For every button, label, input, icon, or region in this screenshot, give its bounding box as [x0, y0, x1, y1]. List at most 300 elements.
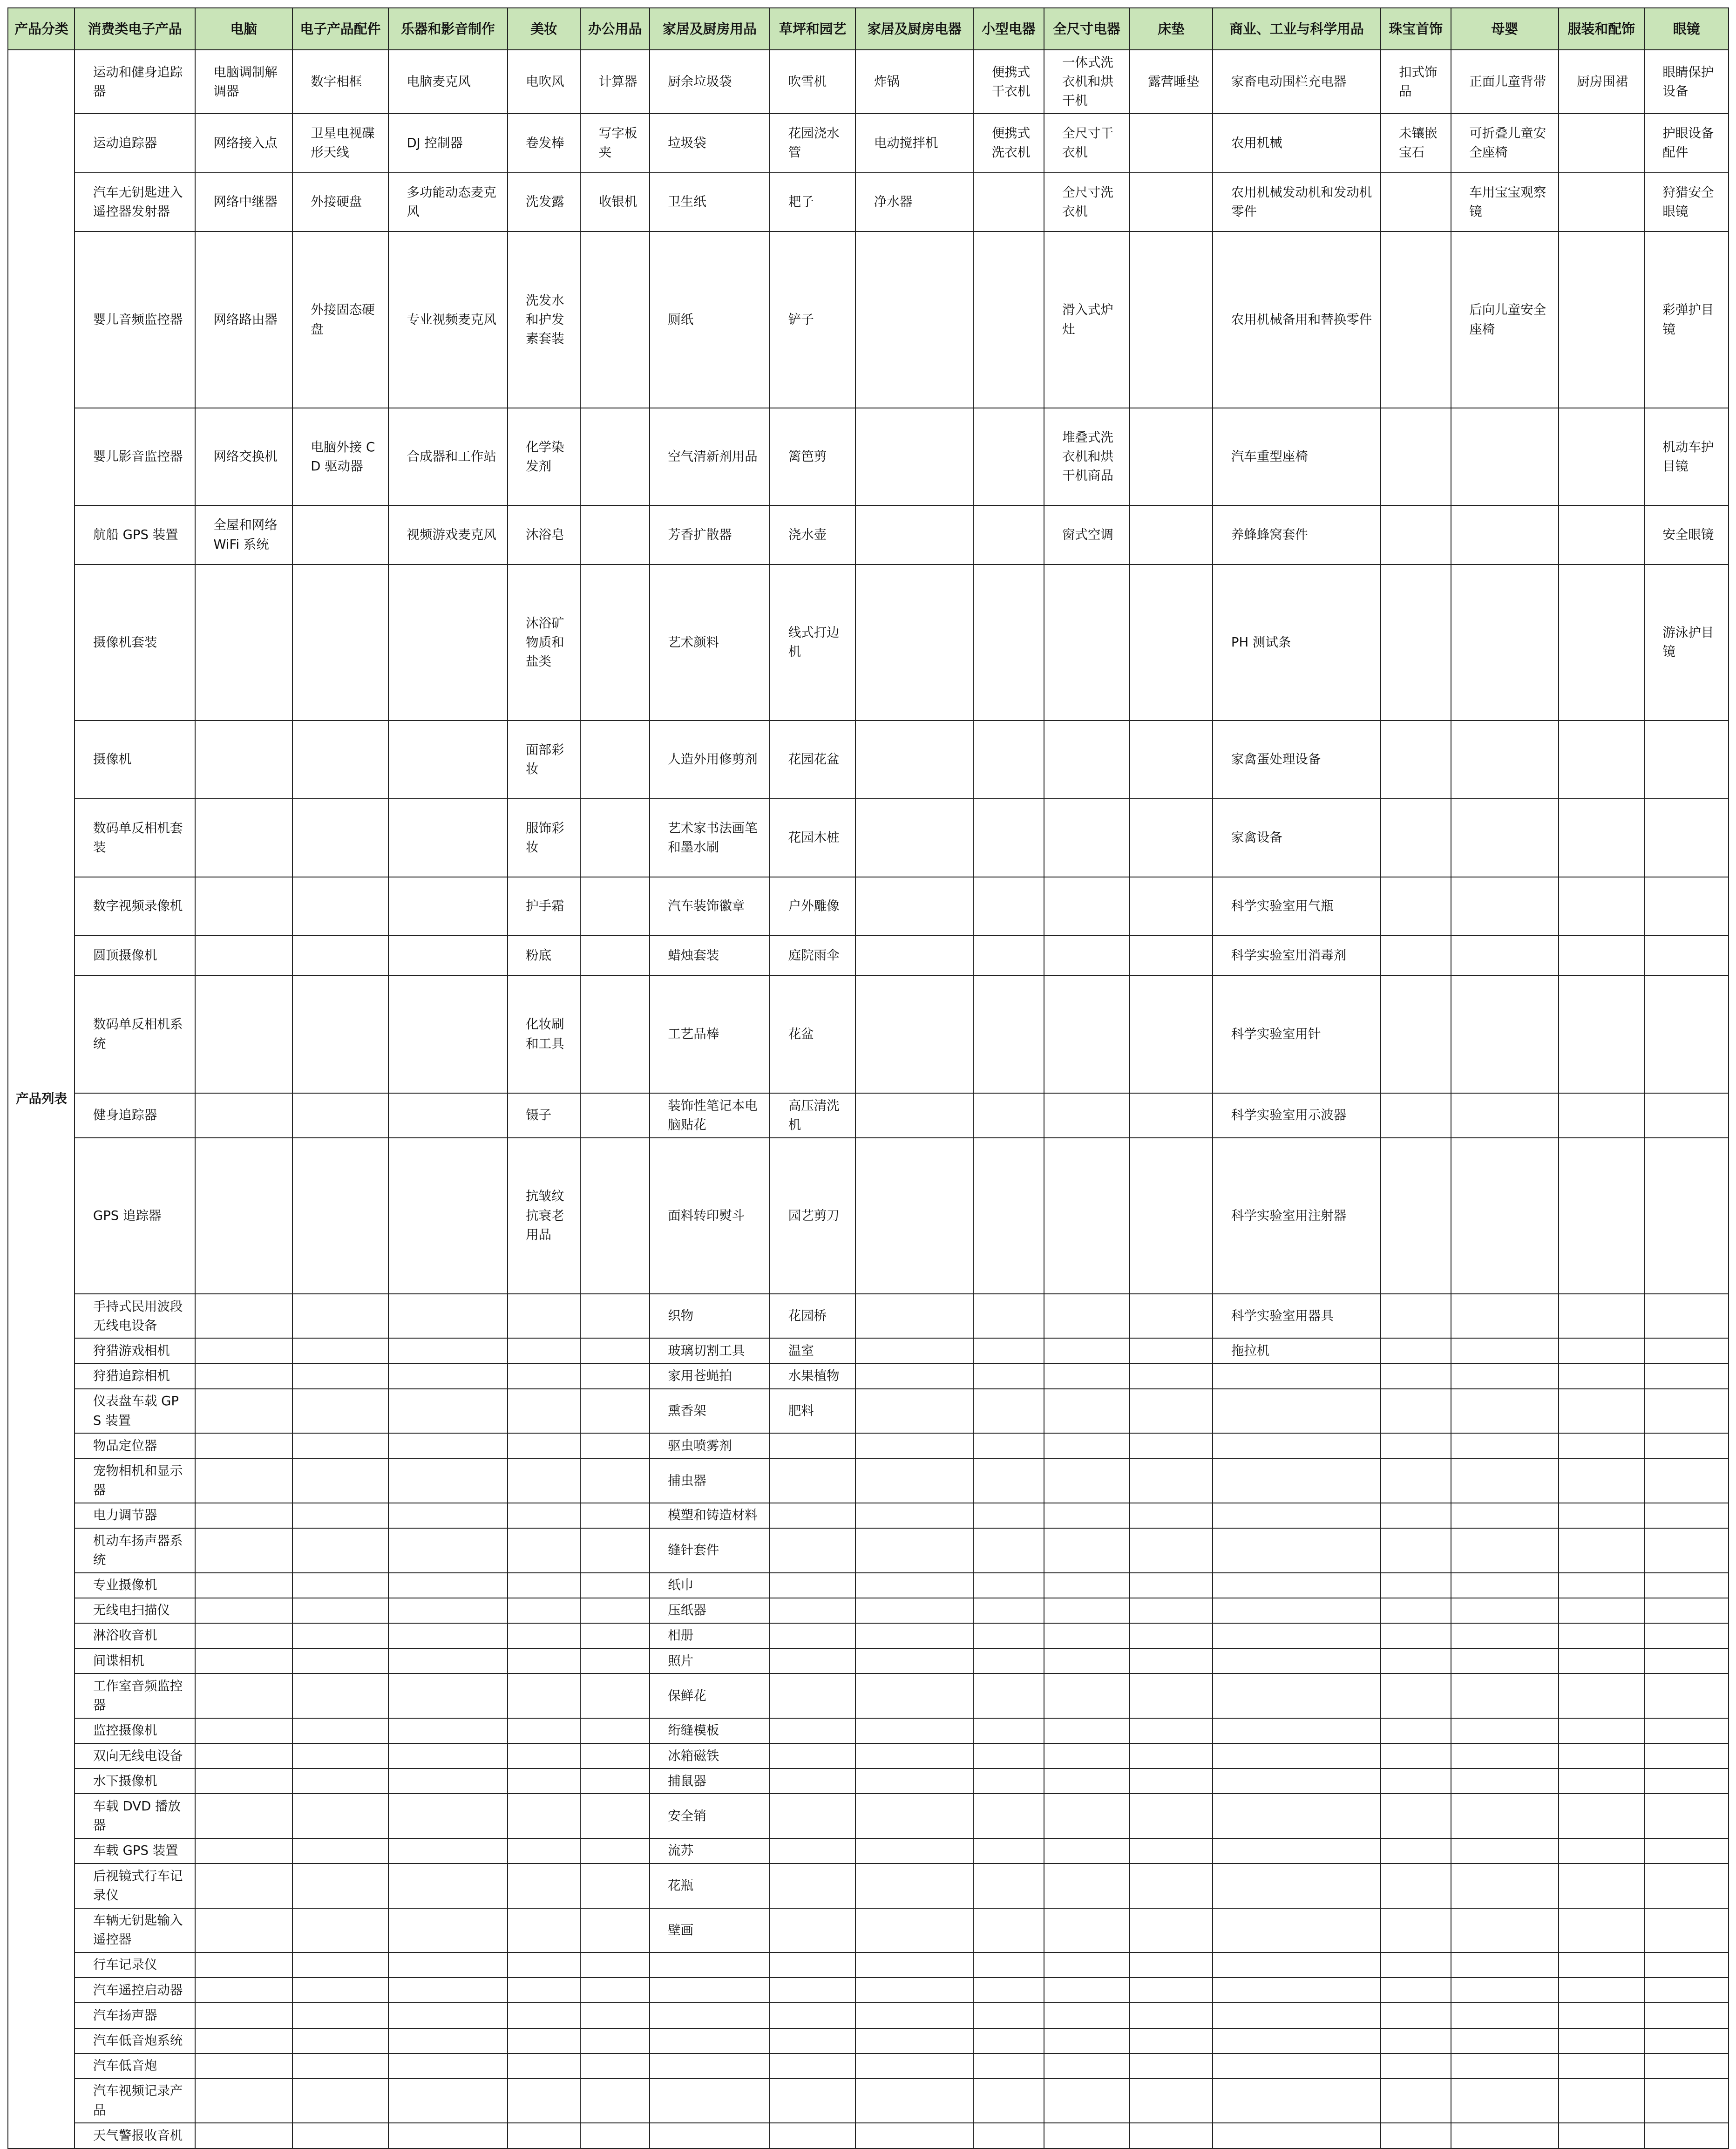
table-cell [855, 1093, 973, 1137]
table-cell [1381, 2028, 1451, 2054]
table-cell: 行车记录仪 [75, 1952, 195, 1978]
table-cell [855, 877, 973, 936]
table-cell: 芳香扩散器 [650, 505, 770, 564]
table-cell: 数字视频录像机 [75, 877, 195, 936]
table-cell [855, 721, 973, 799]
table-cell [1559, 2028, 1644, 2054]
table-cell: 露营睡垫 [1130, 50, 1213, 114]
table-cell: 沐浴皂 [508, 505, 581, 564]
table-cell [292, 564, 388, 721]
table-row [8, 1433, 1729, 1458]
column-header: 全尺寸电器 [1044, 8, 1130, 50]
table-cell: 家用苍蝇拍 [650, 1364, 770, 1389]
table-row [8, 231, 1729, 408]
table-cell [1559, 1138, 1644, 1294]
table-cell: 科学实验室用气瓶 [1213, 877, 1380, 936]
table-cell [1381, 1623, 1451, 1648]
table-cell: 双向无线电设备 [75, 1743, 195, 1768]
table-cell [1213, 1528, 1380, 1572]
table-cell [1559, 1863, 1644, 1908]
table-cell: 婴儿音频监控器 [75, 231, 195, 408]
table-row [8, 1673, 1729, 1718]
table-cell [1130, 1743, 1213, 1768]
table-cell [1044, 1503, 1130, 1528]
table-cell [1644, 877, 1729, 936]
table-cell [1044, 1768, 1130, 1794]
table-cell [1044, 1908, 1130, 1952]
table-cell: 正面儿童背带 [1451, 50, 1559, 114]
table-cell [292, 505, 388, 564]
table-cell [388, 2054, 508, 2079]
table-cell [1451, 1863, 1559, 1908]
table-cell: 淋浴收音机 [75, 1623, 195, 1648]
table-cell [1213, 2028, 1380, 2054]
table-cell [1451, 1503, 1559, 1528]
table-cell [292, 1598, 388, 1623]
table-cell [1130, 936, 1213, 975]
table-cell [1130, 2054, 1213, 2079]
table-cell [195, 936, 292, 975]
column-header: 家居及厨房电器 [855, 8, 973, 50]
table-cell [292, 1389, 388, 1433]
table-cell [1451, 1093, 1559, 1137]
table-cell [1381, 1138, 1451, 1294]
table-row [8, 1978, 1729, 2003]
table-cell [1213, 1389, 1380, 1433]
table-cell [508, 2054, 581, 2079]
table-cell [508, 2003, 581, 2028]
table-cell [1559, 1389, 1644, 1433]
table-cell: 园艺剪刀 [770, 1138, 855, 1294]
table-cell [855, 1673, 973, 1718]
table-cell [580, 2054, 649, 2079]
table-cell [1130, 1952, 1213, 1978]
table-cell [1044, 1623, 1130, 1648]
table-cell [508, 1389, 581, 1433]
table-cell [580, 2028, 649, 2054]
column-header: 美妆 [508, 8, 581, 50]
table-cell: 电动搅拌机 [855, 114, 973, 172]
table-cell [292, 1338, 388, 1363]
table-row [8, 1768, 1729, 1794]
table-cell [855, 231, 973, 408]
table-cell [292, 1673, 388, 1718]
table-cell [1451, 1294, 1559, 1338]
table-cell [1044, 1459, 1130, 1503]
table-cell [1213, 1908, 1380, 1952]
table-cell [1381, 1718, 1451, 1743]
table-cell: 摄像机套装 [75, 564, 195, 721]
table-cell [973, 1503, 1044, 1528]
table-cell [1130, 1389, 1213, 1433]
table-cell: 宠物相机和显示器 [75, 1459, 195, 1503]
table-cell [1130, 114, 1213, 172]
table-cell [388, 936, 508, 975]
table-cell [508, 2123, 581, 2148]
table-cell [508, 1908, 581, 1952]
table-cell: 后视镜式行车记录仪 [75, 1863, 195, 1908]
table-cell [292, 1528, 388, 1572]
table-cell: 抗皱纹抗衰老用品 [508, 1138, 581, 1294]
table-cell: 高压清洗机 [770, 1093, 855, 1137]
table-cell: 汽车无钥匙进入遥控器发射器 [75, 173, 195, 231]
table-cell [1559, 1768, 1644, 1794]
table-cell: 便携式洗衣机 [973, 114, 1044, 172]
table-row [8, 1389, 1729, 1433]
table-cell [650, 2054, 770, 2079]
table-cell [580, 975, 649, 1093]
table-cell [855, 1459, 973, 1503]
table-cell [292, 1718, 388, 1743]
table-cell [855, 1908, 973, 1952]
table-cell [1451, 505, 1559, 564]
table-cell: 卫生纸 [650, 173, 770, 231]
table-cell [195, 1364, 292, 1389]
column-header: 消费类电子产品 [75, 8, 195, 50]
table-cell [292, 936, 388, 975]
table-cell [388, 1863, 508, 1908]
table-cell [195, 1952, 292, 1978]
table-cell [1381, 2123, 1451, 2148]
table-cell [580, 1459, 649, 1503]
table-cell [1644, 1648, 1729, 1673]
table-cell [1381, 2054, 1451, 2079]
table-cell [855, 2003, 973, 2028]
table-cell [1381, 1093, 1451, 1137]
table-cell [1381, 936, 1451, 975]
table-cell [1213, 1743, 1380, 1768]
table-cell [1381, 1459, 1451, 1503]
table-cell [1451, 1768, 1559, 1794]
table-cell [1451, 1459, 1559, 1503]
table-cell [1130, 1598, 1213, 1623]
table-cell [770, 1528, 855, 1572]
table-cell: DJ 控制器 [388, 114, 508, 172]
table-cell: 耙子 [770, 173, 855, 231]
table-cell: 车辆无钥匙输入遥控器 [75, 1908, 195, 1952]
table-cell [973, 231, 1044, 408]
table-cell [973, 1978, 1044, 2003]
table-cell [855, 1952, 973, 1978]
table-cell: 花园桥 [770, 1294, 855, 1338]
table-cell [1381, 1573, 1451, 1598]
table-row [8, 2079, 1729, 2123]
table-row [8, 1364, 1729, 1389]
table-cell [195, 1838, 292, 1863]
table-cell [855, 936, 973, 975]
table-row [8, 2054, 1729, 2079]
table-cell: 车载 GPS 装置 [75, 1838, 195, 1863]
table-cell [508, 2079, 581, 2123]
table-cell [1044, 1528, 1130, 1572]
table-cell [1213, 2079, 1380, 2123]
table-cell [973, 1093, 1044, 1137]
table-cell [973, 1364, 1044, 1389]
table-cell: 蜡烛套装 [650, 936, 770, 975]
table-cell [973, 1768, 1044, 1794]
product-category-table [7, 7, 1729, 2149]
table-cell [580, 1838, 649, 1863]
table-cell [1130, 1338, 1213, 1363]
table-cell [1559, 1459, 1644, 1503]
table-cell [1381, 975, 1451, 1093]
table-cell: 模塑和铸造材料 [650, 1503, 770, 1528]
table-cell [1451, 799, 1559, 877]
table-cell [388, 1338, 508, 1363]
table-cell [855, 1794, 973, 1838]
table-cell [1044, 1433, 1130, 1458]
table-cell [1130, 1138, 1213, 1294]
column-header: 小型电器 [973, 8, 1044, 50]
table-cell: 手持式民用波段无线电设备 [75, 1294, 195, 1338]
table-cell [973, 1338, 1044, 1363]
table-cell [1130, 877, 1213, 936]
table-cell [1213, 1673, 1380, 1718]
table-cell [770, 1718, 855, 1743]
table-cell: 全尺寸干衣机 [1044, 114, 1130, 172]
table-cell [508, 1598, 581, 1623]
table-cell: 数字相框 [292, 50, 388, 114]
table-cell [1130, 1794, 1213, 1838]
table-cell: 照片 [650, 1648, 770, 1673]
table-cell: 捕虫器 [650, 1459, 770, 1503]
table-cell [1559, 2079, 1644, 2123]
table-cell: 熏香架 [650, 1389, 770, 1433]
table-cell: 婴儿影音监控器 [75, 408, 195, 505]
table-cell [1381, 1743, 1451, 1768]
table-cell [973, 173, 1044, 231]
table-cell [292, 2028, 388, 2054]
table-cell: 冰箱磁铁 [650, 1743, 770, 1768]
table-cell [1381, 173, 1451, 231]
table-cell [1044, 1743, 1130, 1768]
table-row [8, 1794, 1729, 1838]
table-cell [650, 1952, 770, 1978]
table-cell [973, 1794, 1044, 1838]
table-row [8, 2028, 1729, 2054]
table-cell [508, 1364, 581, 1389]
table-cell [1451, 1338, 1559, 1363]
table-cell [580, 1138, 649, 1294]
table-cell [1451, 1908, 1559, 1952]
table-cell: 科学实验室用示波器 [1213, 1093, 1380, 1137]
table-cell [195, 799, 292, 877]
table-cell [195, 975, 292, 1093]
table-cell [508, 1952, 581, 1978]
table-cell: 合成器和工作站 [388, 408, 508, 505]
table-cell [292, 975, 388, 1093]
table-cell [1644, 1743, 1729, 1768]
table-cell [855, 2028, 973, 2054]
table-cell: 垃圾袋 [650, 114, 770, 172]
table-cell [1381, 1294, 1451, 1338]
table-cell [388, 1528, 508, 1572]
table-cell [1213, 1503, 1380, 1528]
table-cell [855, 1364, 973, 1389]
table-cell [650, 1978, 770, 2003]
table-cell: 科学实验室用针 [1213, 975, 1380, 1093]
table-cell [1559, 505, 1644, 564]
table-cell [855, 1768, 973, 1794]
table-cell [1044, 2079, 1130, 2123]
table-cell: 工作室音频监控器 [75, 1673, 195, 1718]
table-cell [1644, 1768, 1729, 1794]
table-cell [580, 1433, 649, 1458]
table-cell [195, 1093, 292, 1137]
table-cell [650, 2123, 770, 2148]
table-cell [1559, 1503, 1644, 1528]
table-cell [770, 2054, 855, 2079]
table-cell [1644, 1673, 1729, 1718]
table-cell: 无线电扫描仪 [75, 1598, 195, 1623]
table-cell [1559, 2054, 1644, 2079]
table-cell [1644, 1093, 1729, 1137]
table-cell: 电吹风 [508, 50, 581, 114]
table-cell [973, 1952, 1044, 1978]
table-cell [770, 1978, 855, 2003]
table-cell [580, 408, 649, 505]
table-cell [855, 505, 973, 564]
table-cell [388, 1952, 508, 1978]
table-cell [1381, 2003, 1451, 2028]
table-cell: 线式打边机 [770, 564, 855, 721]
table-cell [580, 1623, 649, 1648]
table-cell [1044, 799, 1130, 877]
table-cell [580, 1768, 649, 1794]
table-cell [770, 2028, 855, 2054]
table-row [8, 1743, 1729, 1768]
table-cell [508, 1528, 581, 1572]
table-cell [1044, 721, 1130, 799]
table-row [8, 1718, 1729, 1743]
table-cell: 电脑调制解调器 [195, 50, 292, 114]
table-cell [388, 1459, 508, 1503]
table-cell [1451, 975, 1559, 1093]
table-cell [973, 1623, 1044, 1648]
table-cell [1213, 2003, 1380, 2028]
table-cell [292, 1978, 388, 2003]
table-cell [292, 1794, 388, 1838]
table-cell [1644, 1952, 1729, 1978]
table-cell [770, 1743, 855, 1768]
table-cell [292, 1138, 388, 1294]
table-cell [1044, 936, 1130, 975]
table-cell [1644, 1138, 1729, 1294]
table-cell [580, 1598, 649, 1623]
table-cell [1451, 564, 1559, 721]
table-cell [1559, 1838, 1644, 1863]
table-cell [1130, 1908, 1213, 1952]
table-cell: 家禽蛋处理设备 [1213, 721, 1380, 799]
table-cell [292, 1648, 388, 1673]
table-cell [1044, 1364, 1130, 1389]
table-cell: 机动车护目镜 [1644, 408, 1729, 505]
table-cell: 织物 [650, 1294, 770, 1338]
table-cell [388, 1503, 508, 1528]
table-cell: 运动追踪器 [75, 114, 195, 172]
table-cell [195, 1648, 292, 1673]
table-cell: 浇水壶 [770, 505, 855, 564]
table-cell: 化妆刷和工具 [508, 975, 581, 1093]
table-cell: 驱虫喷雾剂 [650, 1433, 770, 1458]
table-cell: 机动车扬声器系统 [75, 1528, 195, 1572]
table-cell [508, 1673, 581, 1718]
table-cell [292, 799, 388, 877]
table-cell: 安全眼镜 [1644, 505, 1729, 564]
table-cell [1451, 1794, 1559, 1838]
table-cell [580, 936, 649, 975]
table-cell [1559, 1364, 1644, 1389]
table-cell [1213, 1598, 1380, 1623]
column-header: 珠宝首饰 [1381, 8, 1451, 50]
table-cell [580, 1794, 649, 1838]
table-cell [1130, 1838, 1213, 1863]
table-cell [855, 975, 973, 1093]
table-cell: 一体式洗衣机和烘干机 [1044, 50, 1130, 114]
table-cell [1381, 1528, 1451, 1572]
table-row [8, 50, 1729, 114]
table-cell [508, 1648, 581, 1673]
table-cell [973, 2123, 1044, 2148]
table-row [8, 1459, 1729, 1503]
table-cell [973, 799, 1044, 877]
table-cell [973, 2079, 1044, 2123]
table-cell [1130, 1459, 1213, 1503]
table-cell [855, 799, 973, 877]
table-cell [1381, 1503, 1451, 1528]
table-cell [195, 1743, 292, 1768]
table-cell: 间谍相机 [75, 1648, 195, 1673]
table-cell [1213, 1623, 1380, 1648]
table-cell [1559, 1093, 1644, 1137]
table-cell [1130, 2079, 1213, 2123]
table-cell: 农用机械备用和替换零件 [1213, 231, 1380, 408]
table-cell [292, 1364, 388, 1389]
table-cell: 水下摄像机 [75, 1768, 195, 1794]
table-cell [195, 1598, 292, 1623]
table-cell [973, 1673, 1044, 1718]
table-cell: 面料转印熨斗 [650, 1138, 770, 1294]
table-cell: 卫星电视碟形天线 [292, 114, 388, 172]
table-cell [508, 1743, 581, 1768]
table-cell [388, 1573, 508, 1598]
table-cell [1130, 799, 1213, 877]
table-cell [855, 2123, 973, 2148]
table-cell [1130, 721, 1213, 799]
table-cell [1644, 2079, 1729, 2123]
table-cell [1559, 1338, 1644, 1363]
table-cell [770, 1952, 855, 1978]
table-cell [855, 1294, 973, 1338]
table-cell [650, 2003, 770, 2028]
table-cell [1559, 173, 1644, 231]
column-header: 眼镜 [1644, 8, 1729, 50]
table-cell [580, 2079, 649, 2123]
table-cell [770, 1794, 855, 1838]
table-cell [508, 1838, 581, 1863]
table-cell [1381, 1863, 1451, 1908]
table-cell [580, 1648, 649, 1673]
table-cell [292, 721, 388, 799]
column-header: 产品分类 [8, 8, 75, 50]
table-cell [1044, 1138, 1130, 1294]
table-cell [388, 1294, 508, 1338]
table-cell: 运动和健身追踪器 [75, 50, 195, 114]
table-cell [855, 1623, 973, 1648]
table-cell [1381, 2079, 1451, 2123]
table-cell: 健身追踪器 [75, 1093, 195, 1137]
table-cell: 眼睛保护设备 [1644, 50, 1729, 114]
